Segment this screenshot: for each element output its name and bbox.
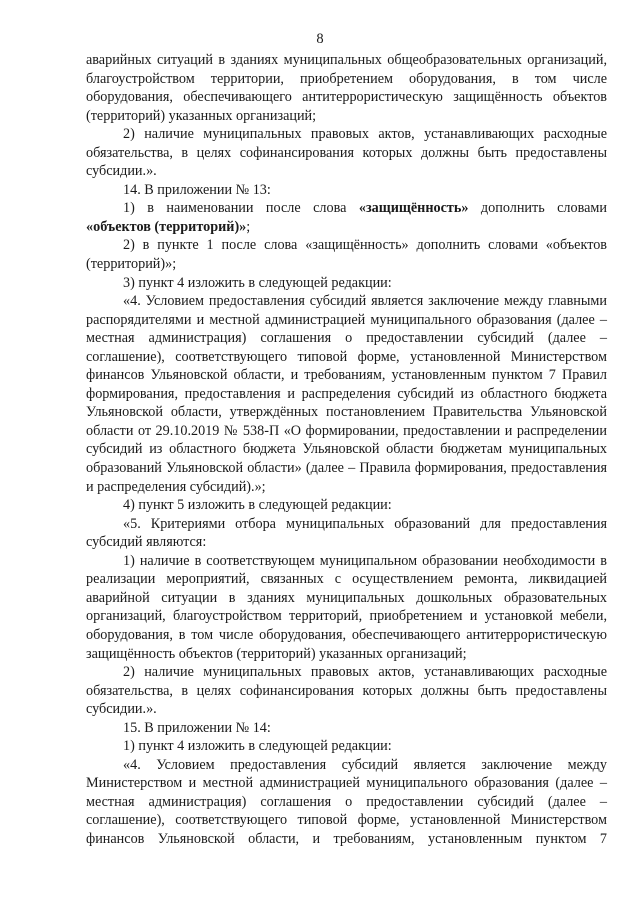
paragraph: 2) наличие муниципальных правовых актов, устанавливающих расходные обязательства, в целях софинансирования которых должны быть предоставлены субсидии.». xyxy=(86,664,607,718)
paragraph-quote: «5. Критериями отбора муниципальных образований для предоставления субсидий являются: xyxy=(86,515,607,551)
paragraph-quote: «4. Условием предоставления субсидий является заключение между Министерством и местной администрацией муниципального образования (далее – местная администрация) соглашения о предоставлении субсидий (далее – соглашение), соответствующего типовой форме, установленной Министерством финансов Ульяновской области, и требованиям, установленным пунктом 7 xyxy=(86,756,607,847)
section-heading-15: 15. В приложении № 14: xyxy=(123,719,271,736)
paragraph: 1) пункт 4 изложить в следующей редакции: xyxy=(123,738,392,755)
paragraph: 3) пункт 4 изложить в следующей редакции: xyxy=(123,274,392,291)
paragraph-quote: «4. Условием предоставления субсидий является заключение между главными распорядителями и местной администрацией муниципального образования (далее – местная администрация) соглашения о предоставлении субсидий (далее – соглашение), соответствующего типовой форме, установленной Министерством финансов Ульяновской области, и требованиям, установленным пунктом 7 Правил формирования, предоставления и распределения субсидий из областного бюджета Ульяновской области, утверждённых постановлением Правительства Ульяновской области от 29.10.2019 № 538-П «О формировании, предоставлении и распределении субсидий из областного бюджета Ульяновской области бюджетам муниципальных образований Ульяновской области» (далее – Правила формирования, предоставления и распределения субсидий).»; xyxy=(86,293,607,495)
paragraph-continuation: аварийных ситуаций в зданиях муниципальных общеобразовательных организаций, благоустройством территории, приобретением оборудования, в том числе оборудования, обеспечивающего антитеррористическую защищённость объектов (территорий) указанных организаций; xyxy=(86,52,607,124)
paragraph-title-change: 1) в наименовании после слова «защищённость» дополнить словами «объектов (территорий)»; xyxy=(86,200,607,235)
paragraph: 1) наличие в соответствующем муниципальном образовании необходимости в реализации мероприятий, связанных с осуществлением ремонта, ликвидацией аварийной ситуации в зданиях муниципальных дошкольных образовательных организаций, благоустройством территорий, приобретением и установкой мебели, оборудования, в том числе оборудования, обеспечивающего антитеррористическую защищённость объектов (территорий) указанных организаций; xyxy=(86,552,607,662)
section-heading-14: 14. В приложении № 13: xyxy=(123,181,271,198)
paragraph: 2) наличие муниципальных правовых актов, устанавливающих расходные обязательства, в целях софинансирования которых должны быть предоставлены субсидии.». xyxy=(86,126,607,180)
paragraph: 4) пункт 5 изложить в следующей редакции: xyxy=(123,497,392,514)
page-number: 8 xyxy=(316,31,324,47)
document-body xyxy=(86,51,607,849)
bold-term: «защищённость» xyxy=(358,200,469,217)
bold-term: «объектов (территорий)» xyxy=(86,218,247,235)
paragraph: 2) в пункте 1 после слова «защищённость» дополнить словами «объектов (территорий)»; xyxy=(86,237,607,273)
